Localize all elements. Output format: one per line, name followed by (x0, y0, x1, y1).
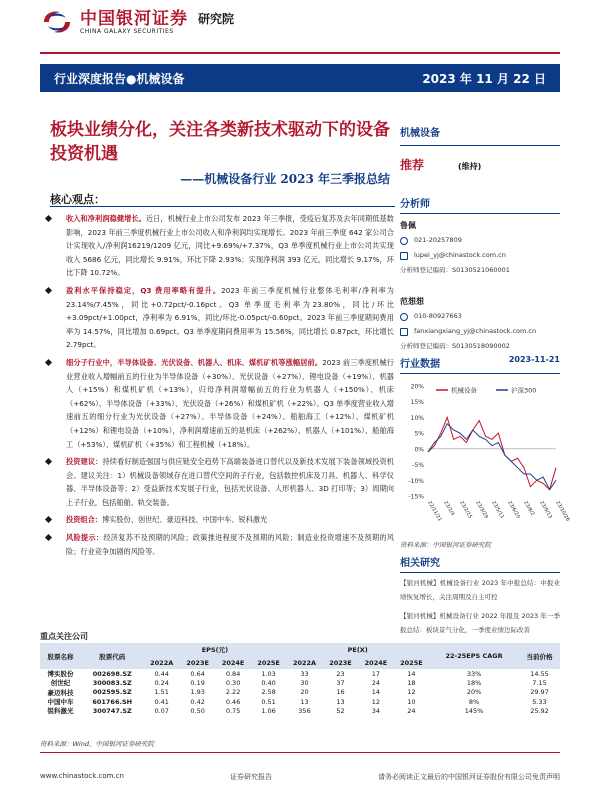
value-cell: 16 (336, 688, 345, 697)
company-name-cell: 创世纪 (50, 679, 71, 688)
department-label: 研究院 (198, 11, 235, 26)
y-tick-label: -10% (408, 477, 424, 485)
key-point-text: 经济复苏不及预期的风险；政策推进程度不及预期的风险；制造业投资增速不及预期的风险；行业竞争加剧的风险等。 (66, 533, 394, 556)
analyst-registration: 分析师登记编码：S0130518090002 (400, 342, 510, 350)
phone-text: 021-20257809 (414, 236, 462, 244)
industry-line-chart (400, 378, 571, 536)
analyst-email[interactable] (400, 324, 560, 339)
col-header: 2023E (323, 656, 358, 669)
value-cell: 7.15 (532, 678, 547, 687)
value-cell: 5.33 (532, 697, 547, 706)
x-tick-label: 22/11/21 (426, 500, 443, 523)
value-cell: 14 (407, 669, 416, 678)
phone-icon (400, 237, 408, 245)
table-row (40, 678, 560, 687)
value-cell: 2.58 (261, 688, 276, 697)
value-cell: 2.22 (225, 688, 241, 697)
value-cell: 0.42 (190, 697, 205, 706)
key-point-text: 2023 前三季度机械行业营业收入增幅前五的行业为半导体设备（+30%）、光伏设备（+27%）、锂电设备（+19%）、机器人（+15%）和煤机矿机（+13%），归母净利润增幅前五的行业为机器人（+150%）、机床（+62%）、半导体设备（+33%）、光伏设备（+26%）和煤机矿机（+22%）。Q3 单季度营业收入增速前五的细分行业为光伏设备（+27%）、半导体设备（+24%）、船舶海工（+12%）、煤机矿机（+12%）和锂电设备（+10%），净利润增速前五的是机床（+262%）、机器人（+101%）、船舶海工（+53%）、煤机矿机（+35%）和工程机械（+18%）。 (66, 357, 394, 449)
key-point (42, 513, 394, 527)
company-name-cell: 豪迈科技 (47, 688, 74, 697)
value-cell: 0.07 (154, 706, 169, 715)
col-header: 2024E (358, 656, 393, 669)
report-date: 2023 年 11 月 22 日 (422, 71, 546, 86)
col-header: 2022A (286, 656, 322, 669)
analyst-phone (400, 233, 560, 248)
value-cell: 25.92 (530, 706, 549, 715)
report-type: 行业深度报告●机械设备 (54, 71, 185, 86)
col-header: 2025E (251, 656, 286, 669)
value-cell: 13 (336, 697, 345, 706)
bullet-diamond-icon (45, 534, 52, 541)
phone-text: 010-80927663 (414, 312, 462, 320)
bullet-diamond-icon (45, 516, 52, 523)
core-divider (50, 206, 395, 207)
email-link[interactable]: lupei_yj@chinastock.com.cn (414, 251, 506, 259)
group-header-eps: EPS(元) (144, 643, 287, 656)
analyst-block (400, 195, 560, 354)
value-cell: 0.24 (154, 678, 169, 687)
value-cell: 20 (300, 688, 309, 697)
key-point-text: 持续看好制造强国与供应链安全趋势下高端装备进口替代以及新技术发展下装备领域投资机会。建议关注：1）机械设备领域存在进口替代空间的子行业，包括数控机床及刀具、机器人、科学仪器、半导体设备等；2）受益新技术发展子行业，包括光伏设备、人形机器人、3D 打印等；3）周期向上子行业，包括船舶、轨交装备。 (66, 457, 394, 507)
header-divider (40, 52, 560, 54)
col-header: 股票名称 (40, 643, 81, 669)
y-tick-label: 10% (410, 414, 424, 422)
x-tick-label: 23/9/13 (538, 500, 554, 520)
value-cell: 0.19 (190, 678, 205, 687)
key-point (42, 356, 394, 451)
company-name-cell: 锐科激光 (47, 707, 74, 716)
x-tick-label: 23/8/2 (522, 500, 536, 517)
value-cell: 33% (466, 669, 482, 678)
bullet-diamond-icon (45, 359, 52, 366)
related-report-link[interactable]: 【银河机械】机械设备行业 2023 年中报总结：中报业绩恢复增长，关注周期及自主可控 (400, 579, 560, 601)
analyst-name: 范想想 (400, 297, 424, 306)
y-tick-label: 20% (410, 383, 424, 391)
related-report-link[interactable]: 【银河机械】机械设备行业 2022 年报及 2023 年一季报总结：板块景气分化，一季度业绩边际改善 (400, 612, 560, 634)
col-header: 2025E (394, 656, 429, 669)
value-cell: 1.51 (154, 688, 169, 697)
footer-divider (40, 752, 560, 753)
chart-divider (400, 373, 560, 374)
x-tick-label: 23/6/20 (506, 500, 522, 520)
bullet-diamond-icon (45, 458, 52, 465)
chart-date: 2023-11-21 (508, 355, 560, 364)
key-point-heading: 盈利水平保持稳定，Q3 费用率略有提升。 (66, 285, 222, 295)
series-line (428, 424, 556, 490)
col-header: 2023E (180, 656, 215, 669)
table-body (40, 669, 560, 715)
related-research-block (400, 554, 560, 637)
value-cell: 0.51 (261, 697, 276, 706)
value-cell: 0.44 (154, 669, 169, 678)
value-cell: 12 (371, 697, 381, 706)
x-tick-label: 23/1/4 (442, 500, 456, 517)
key-point (42, 284, 394, 352)
analyst-phone (400, 309, 560, 324)
key-points (42, 212, 394, 562)
y-tick-label: 15% (410, 399, 424, 407)
y-tick-label: 0% (414, 446, 424, 454)
value-cell: 0.84 (225, 669, 241, 678)
analyst-name: 鲁佩 (400, 221, 416, 230)
value-cell: 23 (336, 669, 345, 678)
analyst-divider (400, 213, 560, 214)
related-label: 相关研究 (400, 558, 440, 569)
value-cell: 24 (371, 678, 381, 687)
legend-label: 沪深300 (511, 386, 537, 395)
key-point-heading: 收入和净利润稳健增长。 (66, 214, 146, 223)
ticker-cell: 601766.SH (92, 697, 133, 706)
phone-icon (400, 313, 408, 321)
rating-value: 推荐 (400, 158, 425, 172)
value-cell: 356 (298, 706, 311, 715)
analyst-label: 分析师 (400, 199, 430, 210)
galaxy-logo-icon (40, 8, 74, 36)
footer-website[interactable]: www.chinastock.com.cn (40, 772, 124, 780)
related-divider (400, 572, 560, 573)
value-cell: 29.97 (530, 688, 549, 697)
value-cell: 0.40 (261, 678, 276, 687)
value-cell: 33 (300, 669, 309, 678)
col-header: 2024E (215, 656, 250, 669)
chart-source: 资料来源：中国银河证券研究院 (400, 541, 491, 549)
x-tick-label: 23/10/26 (554, 500, 571, 523)
value-cell: 34 (371, 706, 381, 715)
footer-disclaimer: 请务必阅读正文最后的中国银河证券股份有限公司免责声明 (377, 773, 560, 781)
x-tick-label: 23/5/11 (490, 500, 506, 520)
table-title: 重点关注公司 (40, 632, 88, 641)
chart-title: 行业数据 (400, 359, 440, 370)
value-cell: 8% (468, 697, 480, 706)
report-title: 板块业绩分化，关注各类新技术驱动下的设备投资机遇 (50, 120, 390, 164)
key-point (42, 531, 394, 558)
col-header: 22-25EPS CAGR (429, 643, 519, 669)
ticker-cell: 002595.SZ (92, 688, 132, 697)
table-row (40, 688, 560, 697)
value-cell: 14 (371, 688, 381, 697)
y-tick-label: 5% (414, 430, 424, 438)
value-cell: 17 (371, 669, 381, 678)
key-point-heading: 细分子行业中，半导体设备、光伏设备、机器人、机床、煤机矿机等涨幅居前。 (66, 357, 323, 367)
email-link[interactable]: fanxiangxiang_yj@chinastock.com.cn (414, 327, 537, 335)
report-subtitle: ——机械设备行业 2023 年三季报总结 (180, 172, 390, 186)
key-point-heading: 投资建议： (66, 457, 103, 467)
group-header-pe: PE(X) (286, 643, 429, 656)
table-row (40, 669, 560, 678)
value-cell: 10 (407, 697, 416, 706)
key-point (42, 212, 394, 280)
value-cell: 145% (464, 706, 484, 715)
mail-icon (400, 328, 408, 336)
value-cell: 0.50 (190, 706, 205, 715)
sector-block (400, 124, 560, 173)
col-header: 2022A (144, 656, 180, 669)
value-cell: 20% (466, 688, 482, 697)
key-point-heading: 投资组合： (66, 515, 102, 525)
brand-logo (40, 6, 234, 38)
value-cell: 18% (466, 678, 482, 687)
ticker-cell: 300083.SZ (92, 678, 132, 687)
key-point-text: 博实股份、创世纪、豪迈科技、中国中车、锐科激光 (101, 515, 268, 525)
report-banner (40, 64, 560, 92)
industry-data-block (400, 355, 571, 550)
value-cell: 1.93 (190, 688, 205, 697)
value-cell: 37 (336, 678, 345, 687)
ticker-cell: 300747.SZ (92, 706, 132, 715)
page-footer (40, 772, 560, 782)
key-point-text: 近日，机械行业上市公司发布 2023 年三季报，受疫后复苏及去年同期低基数影响，2023 年前三季度机械行业上市公司收入和净利润均实现增长。2023 年前三季度 642 家公司合计实现收入/净利润16219/1209 亿元，同比+9.69%/+7.37%，Q3 单季度机械行业上市公司共实现收入 5686 亿元，同比增长 9.91%，环比下降 2.93%；实现净利润 393 亿元，同比增长 9.17%，环比下降 10.72%。 (66, 214, 394, 278)
value-cell: 0.75 (225, 706, 241, 715)
y-tick-label: -5% (412, 462, 424, 470)
analyst-email[interactable] (400, 248, 560, 263)
x-tick-label: 23/2/15 (458, 500, 474, 520)
value-cell: 0.41 (154, 697, 169, 706)
y-tick-label: -15% (408, 493, 424, 501)
brand-name-en: CHINA GALAXY SECURITIES (80, 27, 174, 35)
value-cell: 14.55 (530, 669, 549, 678)
footer-center: 证券研究报告 (229, 773, 272, 781)
legend-label: 机械设备 (451, 386, 477, 395)
company-name-cell: 中国中车 (47, 698, 74, 707)
value-cell: 0.64 (190, 669, 205, 678)
company-name-cell: 博实股份 (47, 670, 74, 679)
bullet-diamond-icon (45, 215, 52, 222)
value-cell: 12 (407, 688, 416, 697)
col-header: 股票代码 (81, 643, 144, 669)
key-point (42, 455, 394, 509)
valuation-table (40, 643, 560, 715)
value-cell: 24 (407, 706, 416, 715)
mail-icon (400, 252, 408, 260)
key-point-heading: 风险提示： (66, 533, 104, 543)
brand-name-cn: 中国银河证券 (80, 8, 188, 29)
value-cell: 18 (407, 678, 416, 687)
table-row (40, 697, 560, 706)
rating-note: (维持) (458, 162, 482, 171)
value-cell: 13 (300, 697, 309, 706)
x-tick-label: 23/3/29 (474, 500, 490, 520)
analyst-registration: 分析师登记编码：S0130521060001 (400, 266, 510, 274)
series-line (428, 417, 556, 489)
value-cell: 0.30 (225, 678, 241, 687)
col-header: 当前价格 (519, 643, 560, 669)
ticker-cell: 002698.SZ (92, 669, 132, 678)
table-row (40, 706, 560, 715)
key-point-text: 2023 年前三季度机械行业整体毛利率/净利率为 23.14%/7.45%，同比+0.72pct/-0.16pct。Q3 单季度毛利率为23.80%，同比/环比+3.09pct/+1.00pct，净利率为 6.91%，同比/环比-0.05pct/-0.60pct。2023 年前三季度期间费用率为 14.57%，同比增加 0.69pct。Q3 单季度期间费用率为 15.56%，同比增长 0.87pct，环比增长 2.79pct。 (66, 285, 394, 350)
table-source: 资料来源：Wind，中国银河证券研究院 (40, 740, 154, 748)
core-view-label: 核心观点： (50, 193, 105, 206)
value-cell: 1.06 (261, 706, 276, 715)
value-cell: 30 (300, 678, 309, 687)
sector-divider (400, 145, 560, 146)
bullet-diamond-icon (45, 287, 52, 294)
value-cell: 0.46 (225, 697, 241, 706)
value-cell: 1.03 (261, 669, 276, 678)
value-cell: 52 (336, 706, 345, 715)
sector-name: 机械设备 (400, 128, 440, 139)
